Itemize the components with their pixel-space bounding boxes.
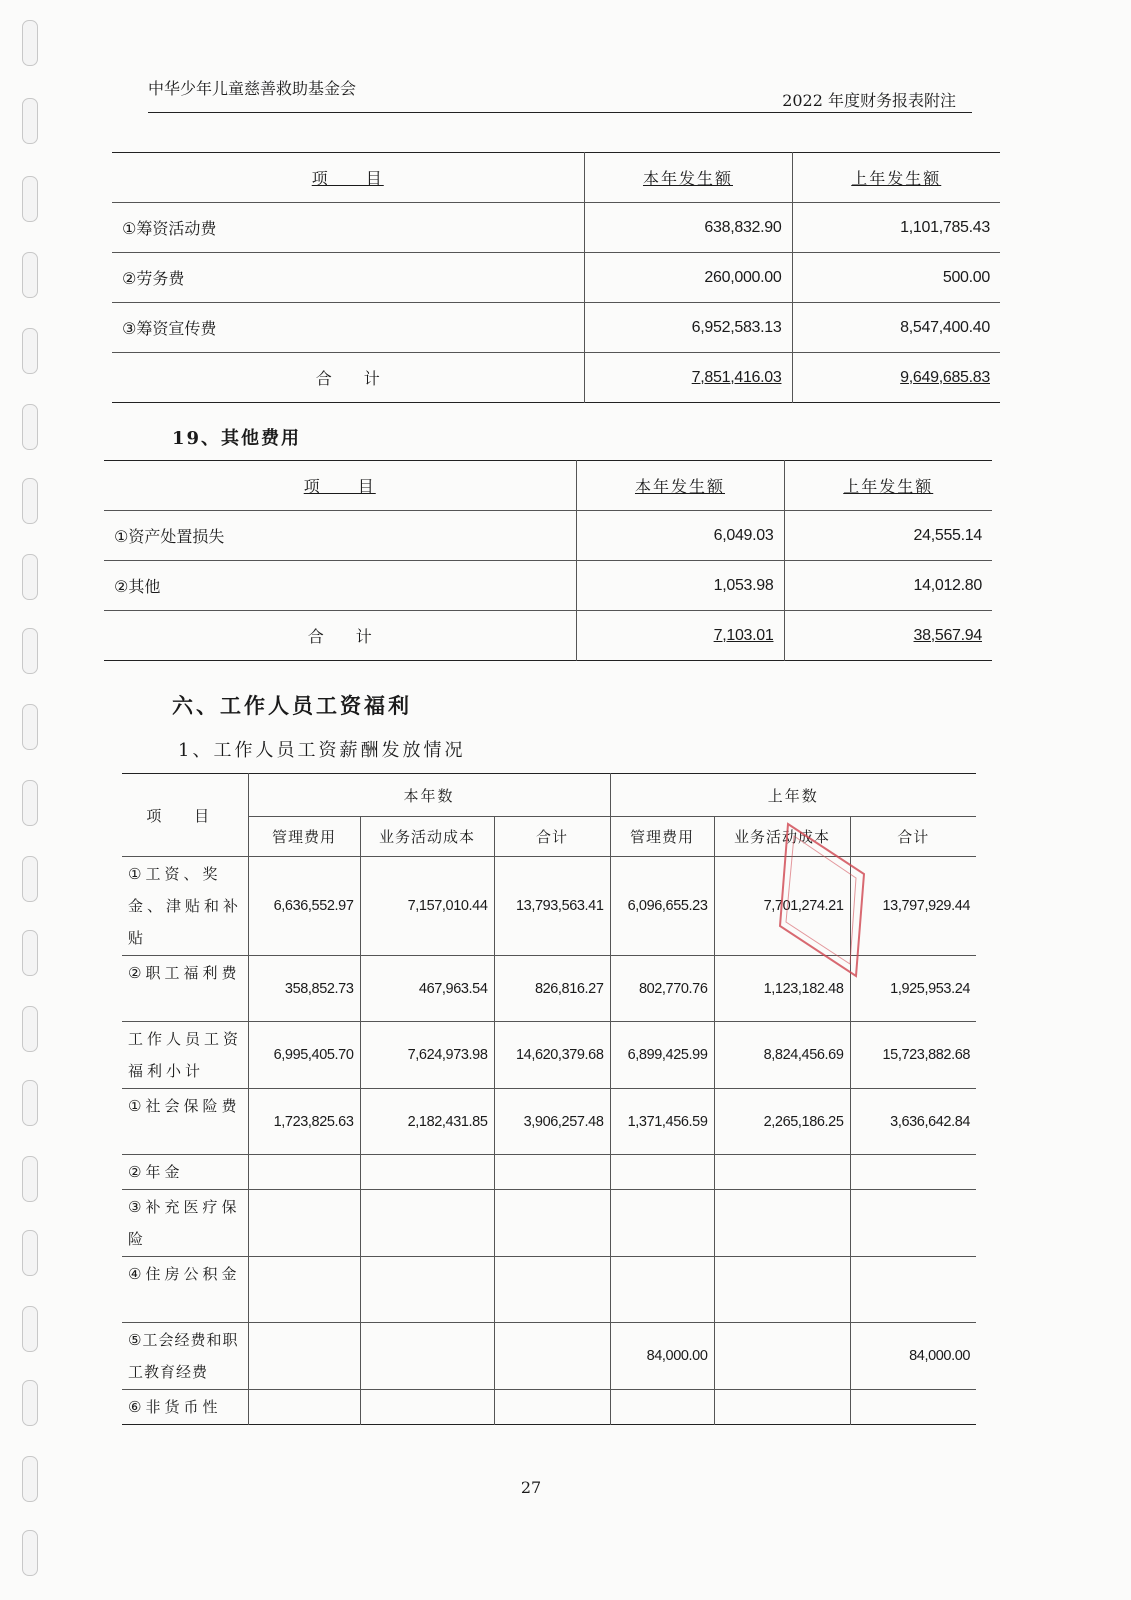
prior-total-value xyxy=(850,1155,976,1190)
section-19-title: 19、其他费用 xyxy=(172,428,302,449)
current-mgmt-value xyxy=(248,1190,360,1257)
prior-mgmt-value: 802,770.76 xyxy=(610,956,714,1022)
total-row xyxy=(104,611,992,661)
prior-total-value: 3,636,642.84 xyxy=(850,1089,976,1155)
prior-biz-value: 8,824,456.69 xyxy=(714,1022,850,1089)
prior-mgmt-header: 管理费用 xyxy=(610,817,714,857)
prior-biz-value xyxy=(714,1257,850,1323)
row-label: ⑥非货币性 xyxy=(122,1390,248,1425)
current-mgmt-value xyxy=(248,1257,360,1323)
table-row xyxy=(112,303,1000,353)
row-label: ①资产处置损失 xyxy=(104,511,576,561)
col-item-header: 项 目 xyxy=(104,461,576,511)
prior-mgmt-value xyxy=(610,1390,714,1425)
current-biz-value xyxy=(360,1190,494,1257)
prior-value: 8,547,400.40 xyxy=(792,303,1000,353)
row-label: ②其他 xyxy=(104,561,576,611)
col-current-header: 本年发生额 xyxy=(576,461,784,511)
current-total-value xyxy=(494,1390,610,1425)
prior-total-value xyxy=(850,1190,976,1257)
current-value: 1,053.98 xyxy=(576,561,784,611)
table-header-row xyxy=(104,461,992,511)
current-value: 260,000.00 xyxy=(584,253,792,303)
current-total-value: 3,906,257.48 xyxy=(494,1089,610,1155)
col-prior-header: 上年发生额 xyxy=(784,461,992,511)
total-row xyxy=(112,353,1000,403)
page-header xyxy=(148,74,972,113)
total-prior: 9,649,685.83 xyxy=(792,353,1000,403)
prior-biz-value: 7,701,274.21 xyxy=(714,857,850,956)
table-row xyxy=(122,1089,976,1155)
section-6-1-subtitle: 1、工作人员工资薪酬发放情况 xyxy=(178,740,466,761)
prior-value: 24,555.14 xyxy=(784,511,992,561)
current-total-value xyxy=(494,1323,610,1390)
table-row xyxy=(122,1323,976,1390)
row-label: ②劳务费 xyxy=(112,253,584,303)
total-prior: 38,567.94 xyxy=(784,611,992,661)
current-total-value: 13,793,563.41 xyxy=(494,857,610,956)
prior-total-value: 1,925,953.24 xyxy=(850,956,976,1022)
total-current: 7,103.01 xyxy=(576,611,784,661)
organization-name: 中华少年儿童慈善救助基金会 xyxy=(148,79,357,98)
table-row xyxy=(104,511,992,561)
group-prior-header: 上年数 xyxy=(610,774,976,817)
prior-total-value: 13,797,929.44 xyxy=(850,857,976,956)
prior-biz-value: 2,265,186.25 xyxy=(714,1089,850,1155)
current-mgmt-value xyxy=(248,1390,360,1425)
prior-mgmt-value: 6,899,425.99 xyxy=(610,1022,714,1089)
table-row xyxy=(122,1155,976,1190)
subtotal-row xyxy=(122,1022,976,1089)
current-mgmt-value: 6,995,405.70 xyxy=(248,1022,360,1089)
current-total-value: 14,620,379.68 xyxy=(494,1022,610,1089)
audit-seal-stamp xyxy=(776,822,866,982)
prior-biz-header: 业务活动成本 xyxy=(714,817,850,857)
prior-mgmt-value xyxy=(610,1190,714,1257)
row-label: ③筹资宣传费 xyxy=(112,303,584,353)
page-number: 27 xyxy=(520,1478,542,1497)
table-row xyxy=(112,253,1000,303)
prior-mgmt-value: 6,096,655.23 xyxy=(610,857,714,956)
section-6-title: 六、工作人员工资福利 xyxy=(172,693,412,718)
prior-total-header: 合计 xyxy=(850,817,976,857)
table-row xyxy=(104,561,992,611)
group-header-row xyxy=(122,774,976,817)
current-biz-value: 2,182,431.85 xyxy=(360,1089,494,1155)
prior-biz-value xyxy=(714,1190,850,1257)
col-item-header: 项 目 xyxy=(112,153,584,203)
row-label: ③补充医疗保险 xyxy=(122,1190,248,1257)
prior-biz-value: 1,123,182.48 xyxy=(714,956,850,1022)
prior-mgmt-value: 1,371,456.59 xyxy=(610,1089,714,1155)
prior-value: 14,012.80 xyxy=(784,561,992,611)
prior-total-value xyxy=(850,1390,976,1425)
current-mgmt-value: 358,852.73 xyxy=(248,956,360,1022)
current-biz-value xyxy=(360,1390,494,1425)
current-mgmt-value xyxy=(248,1323,360,1390)
other-expense-table xyxy=(104,460,992,661)
current-biz-header: 业务活动成本 xyxy=(360,817,494,857)
current-biz-value xyxy=(360,1257,494,1323)
fundraising-expense-table xyxy=(112,152,1000,403)
group-current-header: 本年数 xyxy=(248,774,610,817)
prior-total-value xyxy=(850,1257,976,1323)
binding-holes xyxy=(18,20,44,1580)
row-label: ②年金 xyxy=(122,1155,248,1190)
current-biz-value xyxy=(360,1323,494,1390)
prior-mgmt-value: 84,000.00 xyxy=(610,1323,714,1390)
prior-mgmt-value xyxy=(610,1155,714,1190)
table-header-row xyxy=(112,153,1000,203)
current-value: 6,049.03 xyxy=(576,511,784,561)
prior-mgmt-value xyxy=(610,1257,714,1323)
current-biz-value: 467,963.54 xyxy=(360,956,494,1022)
report-title: 2022 年度财务报表附注 xyxy=(782,91,956,110)
table-row xyxy=(122,1257,976,1323)
current-total-header: 合计 xyxy=(494,817,610,857)
current-biz-value: 7,157,010.44 xyxy=(360,857,494,956)
current-biz-value xyxy=(360,1155,494,1190)
row-label: ⑤工会经费和职工教育经费 xyxy=(122,1323,248,1390)
current-total-value xyxy=(494,1155,610,1190)
current-value: 638,832.90 xyxy=(584,203,792,253)
prior-value: 1,101,785.43 xyxy=(792,203,1000,253)
table-row xyxy=(122,1390,976,1425)
row-label: ①社会保险费 xyxy=(122,1089,248,1155)
table-row xyxy=(112,203,1000,253)
prior-biz-value xyxy=(714,1155,850,1190)
col-prior-header: 上年发生额 xyxy=(792,153,1000,203)
col-item-header: 项 目 xyxy=(122,774,248,857)
current-value: 6,952,583.13 xyxy=(584,303,792,353)
col-current-header: 本年发生额 xyxy=(584,153,792,203)
row-label: ④住房公积金 xyxy=(122,1257,248,1323)
current-mgmt-header: 管理费用 xyxy=(248,817,360,857)
total-current: 7,851,416.03 xyxy=(584,353,792,403)
prior-biz-value xyxy=(714,1323,850,1390)
current-total-value: 826,816.27 xyxy=(494,956,610,1022)
current-mgmt-value xyxy=(248,1155,360,1190)
prior-value: 500.00 xyxy=(792,253,1000,303)
row-label: 工作人员工资福利小计 xyxy=(122,1022,248,1089)
prior-biz-value xyxy=(714,1390,850,1425)
total-label: 合 计 xyxy=(315,369,380,388)
row-label: ①筹资活动费 xyxy=(112,203,584,253)
table-row xyxy=(122,1190,976,1257)
total-label: 合 计 xyxy=(307,627,372,646)
prior-total-value: 15,723,882.68 xyxy=(850,1022,976,1089)
prior-total-value: 84,000.00 xyxy=(850,1323,976,1390)
current-total-value xyxy=(494,1190,610,1257)
current-biz-value: 7,624,973.98 xyxy=(360,1022,494,1089)
current-mgmt-value: 1,723,825.63 xyxy=(248,1089,360,1155)
row-label: ①工资、奖金、津贴和补贴 xyxy=(122,857,248,956)
current-total-value xyxy=(494,1257,610,1323)
current-mgmt-value: 6,636,552.97 xyxy=(248,857,360,956)
row-label: ②职工福利费 xyxy=(122,956,248,1022)
